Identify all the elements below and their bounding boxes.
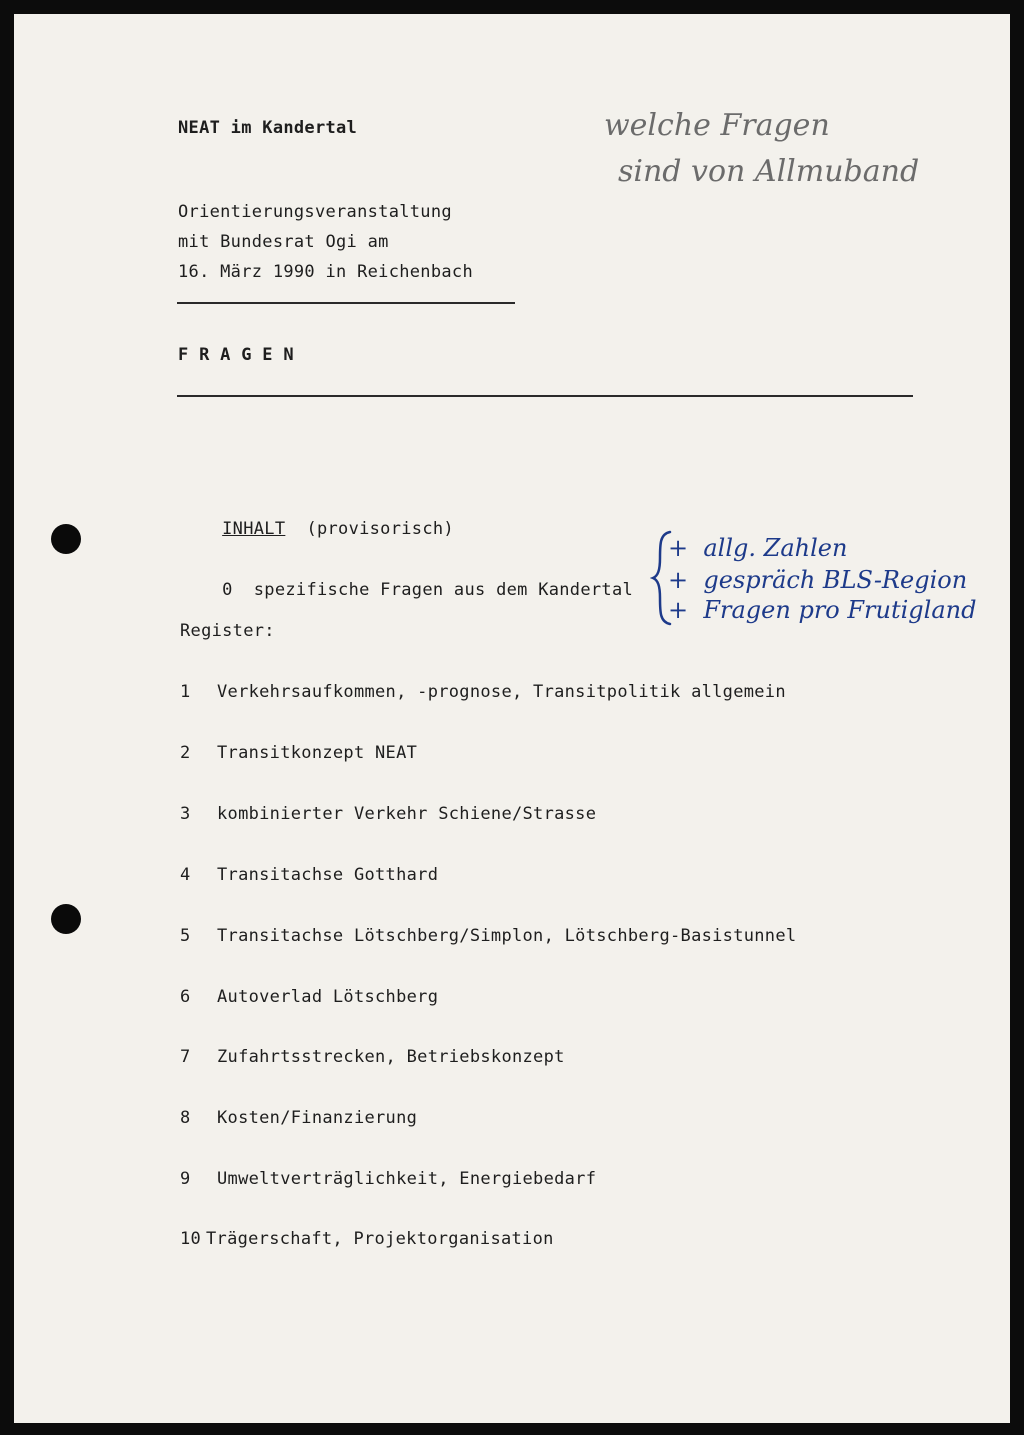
item-number: 8 (180, 1108, 191, 1128)
ink-note-1 (668, 534, 847, 562)
punch-hole-top (51, 524, 81, 554)
plus-icon: + (668, 534, 689, 562)
event-line-2: mit Bundesrat Ogi am (178, 232, 389, 252)
event-line-3: 16. März 1990 in Reichenbach (178, 262, 473, 282)
item-label: kombinierter Verkehr Schiene/Strasse (217, 804, 597, 824)
item-label: Transitachse Gotthard (217, 865, 439, 885)
contents-heading (180, 499, 454, 559)
item-label: Umweltverträglichkeit, Energiebedarf (217, 1169, 597, 1189)
contents-item-0 (180, 560, 633, 620)
item-label: Transitkonzept NEAT (217, 743, 418, 763)
item-label: Zufahrtsstrecken, Betriebskonzept (217, 1047, 565, 1067)
ink-note-text: allg. Zahlen (703, 534, 848, 562)
document-title: NEAT im Kandertal (178, 118, 358, 138)
ink-note-text: Fragen pro Frutigland (703, 596, 977, 624)
long-rule (177, 395, 913, 397)
section-heading: F R A G E N (178, 345, 294, 365)
pencil-note-line-2: sind von Allmuband (618, 154, 920, 189)
item-number: 9 (180, 1169, 191, 1189)
item-number: 10 (180, 1229, 202, 1249)
short-rule (177, 302, 515, 304)
plus-icon: + (668, 566, 689, 594)
item-label: Autoverlad Lötschberg (217, 987, 439, 1007)
item-number: 1 (180, 682, 191, 702)
ink-note-2 (668, 566, 967, 594)
event-line-1: Orientierungsveranstaltung (178, 202, 452, 222)
ink-note-text: gespräch BLS-Region (703, 566, 968, 594)
item-number: 3 (180, 804, 191, 824)
item-label: Verkehrsaufkommen, -prognose, Transitpolitik allgemein (217, 682, 786, 702)
register-label: Register: (180, 621, 275, 641)
contents-heading-note: (provisorisch) (306, 519, 454, 539)
item-number: 4 (180, 865, 191, 885)
item-label: Kosten/Finanzierung (217, 1108, 418, 1128)
item-label: Trägerschaft, Projektorganisation (206, 1229, 554, 1249)
item-number: 0 (222, 580, 233, 600)
item-number: 6 (180, 987, 191, 1007)
pencil-note-line-1: welche Fragen (604, 108, 830, 143)
ink-note-3 (668, 596, 976, 624)
item-number: 2 (180, 743, 191, 763)
item-label: Transitachse Lötschberg/Simplon, Lötschberg-Basistunnel (217, 926, 797, 946)
item-number: 5 (180, 926, 191, 946)
document-page (14, 14, 1010, 1423)
plus-icon: + (668, 596, 689, 624)
punch-hole-bottom (51, 904, 81, 934)
contents-heading-label: INHALT (222, 519, 286, 539)
item-label: spezifische Fragen aus dem Kandertal (253, 580, 634, 600)
item-number: 7 (180, 1047, 191, 1067)
